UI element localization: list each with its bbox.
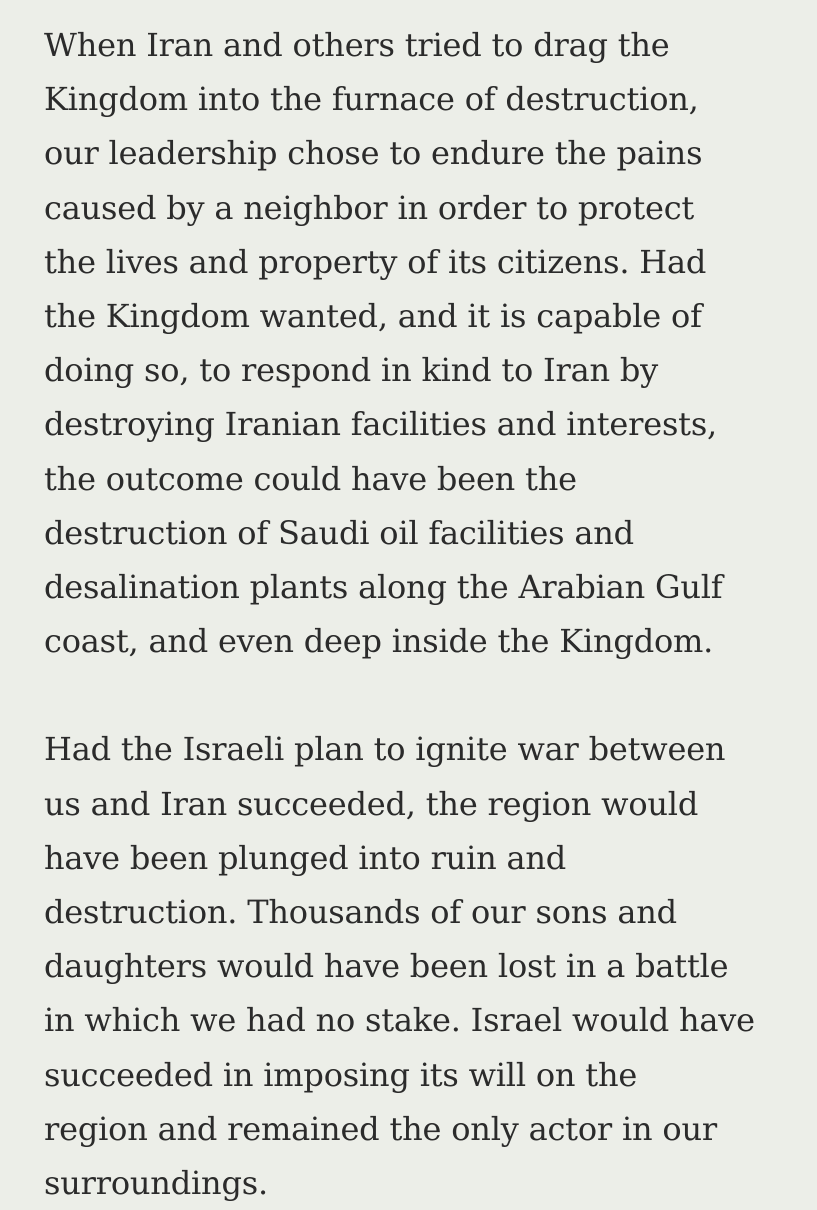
text-line: the outcome could have been the	[44, 459, 577, 498]
text-line: Kingdom into the furnace of destruction,	[44, 80, 699, 119]
text-line: the lives and property of its citizens. Had	[44, 242, 707, 281]
paragraph-2	[44, 722, 804, 1210]
text-line: destruction of Saudi oil facilities and	[44, 513, 634, 552]
text-line: destruction. Thousands of our sons and	[44, 893, 677, 931]
paragraph-gap	[44, 668, 804, 722]
text-line: succeeded in imposing its will on the	[44, 1055, 638, 1094]
text-line: region and remained the only actor in our	[44, 1109, 717, 1148]
text-line: destroying Iranian facilities and interests,	[44, 405, 718, 444]
text-line: coast, and even deep inside the Kingdom.	[44, 622, 714, 661]
text-line: When Iran and others tried to drag the	[44, 26, 670, 64]
text-line: surroundings.	[44, 1163, 268, 1202]
text-line: have been plunged into ruin and	[44, 838, 567, 877]
article-text	[44, 18, 804, 1210]
text-line: Had the Israeli plan to ignite war between	[44, 730, 726, 769]
text-line: caused by a neighbor in order to protect	[44, 188, 695, 227]
text-line: in which we had no stake. Israel would have	[44, 1001, 755, 1040]
text-line: desalination plants along the Arabian Gulf	[44, 567, 723, 606]
text-line: doing so, to respond in kind to Iran by	[44, 351, 659, 390]
text-line: daughters would have been lost in a battle	[44, 947, 729, 986]
paragraph-1	[44, 18, 804, 668]
text-line: us and Iran succeeded, the region would	[44, 784, 699, 823]
text-line: the Kingdom wanted, and it is capable of	[44, 296, 702, 335]
text-line: our leadership chose to endure the pains	[44, 134, 703, 173]
